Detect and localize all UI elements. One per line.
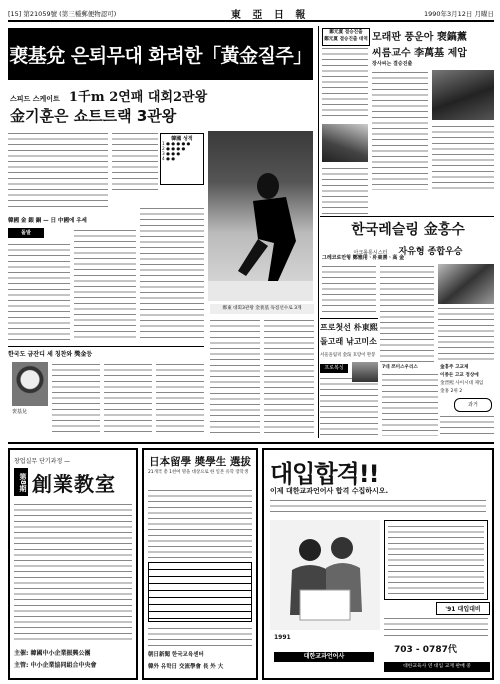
- ad-admission-title: 대입합격!!: [270, 460, 379, 488]
- wrestling-rule: [320, 216, 494, 217]
- masthead-right: 1990年3月12日 月曜日: [423, 9, 494, 18]
- boxing-rule: [320, 318, 378, 319]
- sports-text-col-6: [210, 318, 260, 436]
- sports-banner-title: 裵基兌 은퇴무대 화려한「黃金질주」: [9, 44, 312, 67]
- newspaper-page: [8, 6, 494, 678]
- incident-logo-text: 돌발: [21, 230, 31, 236]
- right-text-f: [380, 264, 434, 362]
- sports-text-col-4: [74, 228, 136, 342]
- right-head1: 모래판 풍운아 裵鎬薰: [372, 32, 467, 43]
- sports-text-col-2: [112, 131, 158, 191]
- ad-startup-top: 창업실무 단기과정 —: [14, 458, 71, 465]
- right-text-h: [320, 376, 378, 436]
- ad-admission-footer: 대한교육사 연 대입 교재 판매 중: [384, 662, 490, 672]
- right-text-g: [438, 306, 494, 362]
- ad-admission: [262, 448, 494, 680]
- right-text-j: [440, 414, 494, 436]
- photo-caption-text: 鄭東 대회3관왕 金裵基 독점선수로 3개: [222, 306, 302, 311]
- right-text-a: [322, 46, 368, 121]
- ad-japan-body-1: [148, 488, 252, 558]
- masthead-left: [15] 第21059號 (第三種郵便物認可): [8, 9, 117, 18]
- right-text-c: [432, 124, 494, 190]
- sports-brief: 韓國 金 銀 銅 — 日 中國에 우세: [8, 218, 87, 224]
- ad-label-text: 과거: [468, 402, 478, 408]
- ad-admission-year: 1991: [274, 634, 291, 641]
- right-text-i: [382, 372, 438, 436]
- ad-admission-sub: 이제 대한교과언어사 합격 수집하시오.: [270, 487, 389, 495]
- ad-admission-phone: 703 - 0787代: [394, 645, 457, 655]
- boxing-tag: 프로복싱: [320, 364, 348, 373]
- masthead-title: 東 亞 日 報: [230, 9, 310, 21]
- ad-startup-issue: 第8期: [14, 468, 28, 496]
- ad-japan-study: [142, 448, 258, 680]
- sports-headline: 金기훈은 쇼트트랙 3관왕: [10, 107, 177, 125]
- profile-text-3: [156, 362, 204, 437]
- note-4: 金晋熙 사이시대 제임: [440, 381, 484, 386]
- boxing-head2: 돌고래 낚고미소: [320, 337, 377, 346]
- right-text-b: [372, 70, 428, 190]
- skater-photo: [208, 131, 313, 301]
- wrestling-sub: 아크롤롱시스터: [353, 250, 388, 256]
- note-5: 金홍 2위 2: [440, 389, 463, 394]
- ad-japan-title: 日本留學 奬學生 選拔: [149, 456, 251, 468]
- ad-admission-body-2: [384, 616, 488, 636]
- ad-admission-badge: '91 대입대비: [436, 602, 490, 615]
- ad-label: [454, 398, 492, 412]
- note-1: 7대 쯔미스우리스: [382, 365, 418, 370]
- ad-admission-photo: [270, 520, 380, 630]
- right-head2: 씨름교수 李萬基 제압: [372, 48, 467, 59]
- profile-text-2: [104, 362, 152, 437]
- results-row-4: 4 ● ●: [162, 157, 175, 162]
- ad-admission-info: [384, 520, 488, 600]
- note-3: 이종돈 고교 정상에: [440, 373, 479, 378]
- ads-top-rule: [8, 442, 494, 444]
- ad-admission-info-lines: [388, 524, 484, 596]
- right-text-d: [322, 166, 368, 214]
- profile-photo: [12, 362, 48, 406]
- ad-japan-table: [148, 562, 252, 622]
- sports-text-col-3: [8, 242, 70, 342]
- wrestling-sub-row: [322, 239, 494, 257]
- ad-admission-brand: 대한교과언어사: [274, 652, 374, 662]
- ad-japan-body-2: [148, 626, 252, 646]
- box-head: 그레코로만형 鄭雅用ㆍ朴東善ㆍ高 金: [322, 255, 405, 261]
- ad-admission-body: [270, 498, 486, 516]
- note-2: 金홍주 고교제: [440, 365, 469, 370]
- wrestler-photo: [432, 70, 494, 120]
- sports-headline-row: [10, 105, 310, 127]
- ad-startup: [8, 448, 138, 680]
- right-top-caption: [322, 28, 370, 46]
- wrestling-sub2: 자유형 종합우승: [398, 247, 463, 257]
- profile-rule: [8, 346, 204, 347]
- photo-caption: [210, 304, 314, 314]
- right-col-divider: [318, 26, 319, 438]
- sports-text-col-1: [8, 131, 108, 211]
- ad-japan-sub: 21개국 총 1천여 명을 대상으로 한 일본 유학 장학생: [148, 470, 249, 475]
- profile-head: 한국도 금잔디 세 칭찬와 獎金등: [8, 351, 93, 358]
- results-table-title: 韓國 성적: [171, 136, 193, 142]
- wrestling-photo: [322, 124, 368, 162]
- ad-startup-title: 創業教室: [32, 472, 116, 496]
- boxing-head1: 프로첫선 朴東熙: [320, 323, 378, 332]
- ad-startup-body: [14, 502, 132, 642]
- profile-text-1: [52, 362, 100, 437]
- ad-japan-footer1: 朝日新聞 한국교육센터: [148, 652, 204, 658]
- incident-logo: [8, 228, 44, 238]
- right-top-caption-1: 鄭元夏 결승진출: [329, 30, 363, 35]
- ad-startup-footer1: 主催: 韓國中小企業振興公團: [14, 650, 91, 657]
- sports-banner: [8, 28, 313, 80]
- results-row-3: 3 ● ● ●: [162, 152, 181, 157]
- results-row-1: 1 ● ● ● ● ●: [162, 142, 191, 147]
- ad-japan-footer2: 韓外 유학日 交流學會 長 外 大: [148, 664, 224, 670]
- results-table: [160, 133, 204, 185]
- wrestling-head: 한국레슬링 金홍수: [351, 222, 465, 238]
- sports-subhead: 1千m 2연패 대회2관왕: [68, 90, 208, 105]
- sports-text-col-5: [140, 206, 204, 342]
- results-row-2: 2 ● ● ● ●: [162, 147, 186, 152]
- sports-kicker: 스피드 스케이트: [10, 95, 60, 103]
- masthead: [8, 6, 494, 22]
- right-sub: 장사씨는 결승진출: [372, 61, 413, 67]
- grappler-photo: [438, 264, 494, 304]
- right-text-e: [322, 264, 376, 316]
- boxing-sub: 서울올림픽 金瑄 호랑이 완봉: [320, 353, 376, 358]
- boxer-photo: [352, 362, 378, 382]
- ad-startup-footer2: 主管: 中小企業協同組合中央會: [14, 662, 97, 669]
- sports-text-col-7: [264, 318, 314, 436]
- sports-subhead-row: [10, 86, 315, 104]
- profile-name: 裵基兌: [12, 409, 28, 415]
- right-top-caption-2: 鄭元夏 결승진출 대역: [324, 37, 368, 42]
